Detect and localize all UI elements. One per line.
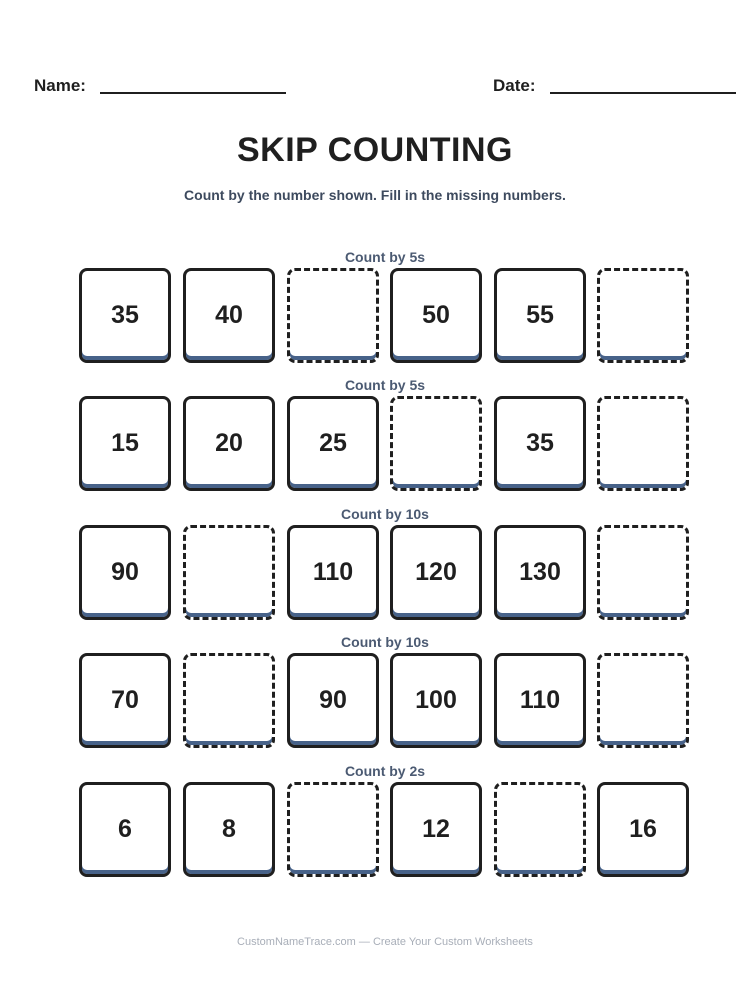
number-row <box>79 525 694 620</box>
blank-number-box[interactable] <box>183 525 275 620</box>
number-box: 16 <box>597 782 689 877</box>
number-box: 8 <box>183 782 275 877</box>
blank-number-box[interactable] <box>597 653 689 748</box>
number-box: 35 <box>494 396 586 491</box>
number-row <box>79 782 694 877</box>
date-field <box>493 76 736 96</box>
date-label: Date: <box>493 76 536 95</box>
name-line[interactable] <box>100 92 286 94</box>
number-box: 12 <box>390 782 482 877</box>
number-box: 110 <box>287 525 379 620</box>
section-label: Count by 2s <box>344 763 426 779</box>
number-box: 70 <box>79 653 171 748</box>
number-box: 20 <box>183 396 275 491</box>
blank-number-box[interactable] <box>494 782 586 877</box>
number-row <box>79 268 694 363</box>
instructions: Count by the number shown. Fill in the missing numbers. <box>184 187 566 203</box>
section-label: Count by 5s <box>344 377 426 393</box>
number-box: 130 <box>494 525 586 620</box>
number-box: 40 <box>183 268 275 363</box>
number-box: 35 <box>79 268 171 363</box>
number-box: 25 <box>287 396 379 491</box>
number-box: 6 <box>79 782 171 877</box>
number-row <box>79 396 694 491</box>
number-box: 15 <box>79 396 171 491</box>
blank-number-box[interactable] <box>287 268 379 363</box>
date-line[interactable] <box>550 92 736 94</box>
blank-number-box[interactable] <box>597 268 689 363</box>
section-label: Count by 10s <box>341 506 429 522</box>
number-box: 50 <box>390 268 482 363</box>
page-title: SKIP COUNTING <box>236 131 513 169</box>
number-box: 90 <box>287 653 379 748</box>
number-box: 55 <box>494 268 586 363</box>
number-box: 100 <box>390 653 482 748</box>
blank-number-box[interactable] <box>287 782 379 877</box>
number-row <box>79 653 694 748</box>
blank-number-box[interactable] <box>597 396 689 491</box>
number-box: 110 <box>494 653 586 748</box>
section-label: Count by 5s <box>344 249 426 265</box>
blank-number-box[interactable] <box>597 525 689 620</box>
footer: CustomNameTrace.com — Create Your Custom Worksheets <box>237 936 533 948</box>
header <box>34 76 736 100</box>
number-box: 120 <box>390 525 482 620</box>
name-field <box>34 76 286 96</box>
number-box: 90 <box>79 525 171 620</box>
section-label: Count by 10s <box>341 634 429 650</box>
blank-number-box[interactable] <box>183 653 275 748</box>
blank-number-box[interactable] <box>390 396 482 491</box>
name-label: Name: <box>34 76 86 95</box>
